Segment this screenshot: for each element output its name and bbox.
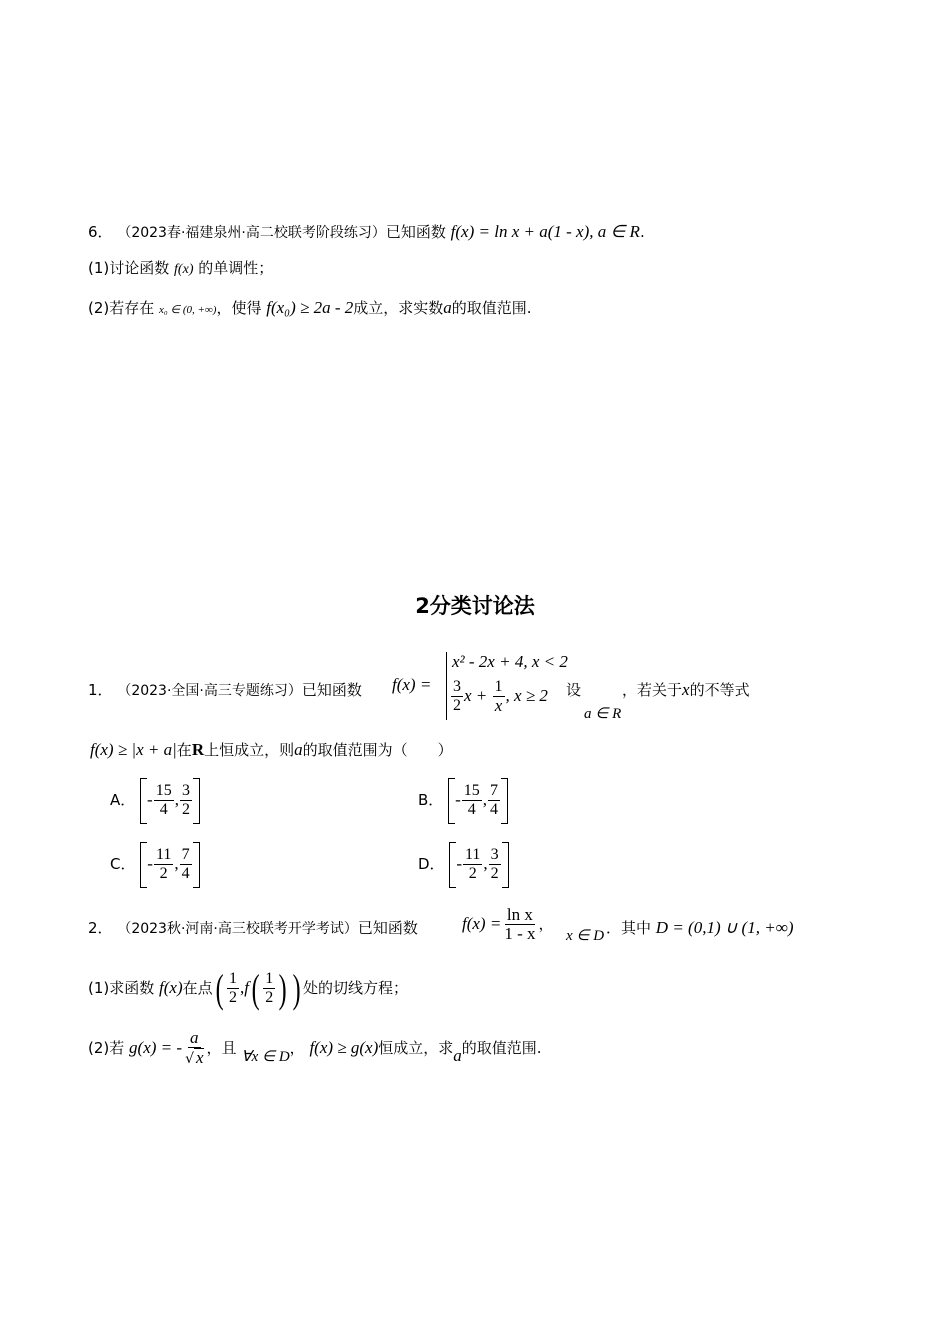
- choice-c-n2: 7: [181, 846, 190, 863]
- choice-b-n2: 7: [490, 782, 498, 799]
- q6-part1-fx: f(x): [174, 262, 194, 277]
- q6-part1-text-b: 的单调性；: [198, 259, 274, 277]
- choice-d-d1: 2: [468, 865, 477, 882]
- s1-set-cond: a ∈ R: [584, 706, 622, 722]
- s1-case1: x² - 2x + 4, x < 2: [452, 652, 568, 671]
- q6-formula: f(x) = ln x + a(1 - x), a ∈ R: [450, 222, 640, 241]
- choice-a-label: A．: [110, 791, 136, 809]
- s1-after: [622, 680, 750, 700]
- s2-comma: ，: [538, 915, 554, 933]
- q6-part2-text-b: ，使得: [216, 299, 262, 317]
- s1-stem: [88, 680, 362, 701]
- s2-point-f: f: [244, 978, 249, 997]
- s2-domain-def: D = (0,1) ∪ (1, +∞): [655, 918, 794, 937]
- choice-c-n1: 11: [155, 846, 172, 863]
- choice-b[interactable]: B． - $\frac{15}{4}$ , $\frac{7}{4}$: [418, 776, 508, 824]
- q6-part2-ineq: f(x₀) ≥ 2a - 2: [266, 298, 354, 317]
- s2-f-den: 1 - x: [504, 924, 536, 943]
- s2-part1-text-b: 在点: [182, 979, 213, 997]
- choice-b-d2: 4: [490, 801, 498, 818]
- choice-d[interactable]: D． - $\frac{11}{2}$ , $\frac{3}{2}$: [418, 840, 509, 888]
- s1-lhs: f(x) =: [392, 675, 432, 694]
- s2-part2-var: a: [453, 1046, 462, 1065]
- q6-part2: [88, 298, 532, 320]
- choice-a-n1: 15: [155, 782, 172, 799]
- s2-f-lhs: f(x) =: [462, 914, 502, 933]
- choice-d-d2: 2: [490, 865, 499, 882]
- s1-case2-cond: , x ≥ 2: [505, 686, 548, 705]
- s2-domain-cond: x ∈ D: [566, 928, 605, 944]
- s2-part2-text-b: ，且: [206, 1039, 237, 1057]
- q6-part2-text-c: 成立，求实数: [353, 299, 444, 317]
- s1-after-text: ，若关于: [622, 681, 683, 699]
- s2-part2: (2)若 g(x) = - $\frac{a}{√ x}$ ，且 ∀x ∈ D， f(x) ≥ g(x)恒成立，求a的取值范围.: [88, 1028, 542, 1067]
- s1-case2-tail: x +: [464, 686, 492, 705]
- s2-stem: [88, 918, 418, 939]
- s2-part1-text-a: 求函数: [109, 979, 155, 997]
- s2-part2-text-c: ，: [289, 1039, 305, 1057]
- s1-case2-frac2: $\frac{1}{x}$: [494, 678, 503, 715]
- s1-line2-var: a: [294, 740, 303, 759]
- s2-f-def: [462, 904, 554, 944]
- choice-d-n1: 11: [465, 846, 481, 863]
- s1-line2-text-a: 在: [176, 741, 192, 759]
- s1-line2-text-b: 上恒成立，则: [204, 741, 295, 759]
- s1-number: 1．: [88, 681, 113, 699]
- s2-ineq2: f(x) ≥ g(x): [309, 1038, 379, 1057]
- q6-source: （2023春·福建泉州·高二校联考阶段练习）: [117, 225, 386, 241]
- q6-part2-text-d: 的取值范围.: [451, 299, 532, 317]
- s2-g-lhs: g(x) = -: [129, 1038, 183, 1057]
- s1-case2: [450, 678, 548, 715]
- s2-g-den: x: [195, 1048, 204, 1067]
- q6-part2-var: a: [443, 298, 452, 317]
- s1-x-var: x: [682, 680, 690, 699]
- choice-d-label: D．: [418, 855, 445, 873]
- s2-g-num: a: [190, 1028, 199, 1047]
- s1-line2-text-c: 的取值范围为（ ）: [302, 741, 453, 759]
- choice-b-n1: 15: [463, 782, 480, 799]
- choice-c[interactable]: C． - $\frac{11}{2}$ , $\frac{7}{4}$: [110, 840, 200, 888]
- q6-part1-text-a: 讨论函数: [109, 259, 170, 277]
- s2-part1-text-c: 处的切线方程；: [302, 979, 408, 997]
- choice-a-d2: 2: [181, 801, 190, 818]
- s2-part1-label: (1): [88, 979, 110, 997]
- choice-c-label: C．: [110, 855, 136, 873]
- s1-line2-R: R: [191, 740, 205, 759]
- q6-part2-label: (2): [88, 299, 110, 317]
- choice-a-n2: 3: [181, 782, 190, 799]
- s2-source: （2023秋·河南·高三校联考开学考试）: [117, 921, 358, 937]
- s1-after-text2: 的不等式: [689, 681, 750, 699]
- s2-part2-text-d: 恒成立，求: [378, 1039, 454, 1057]
- s2-part1: (1)求函数 f(x)在点( $\frac{1}{2}$ ,f( $\frac{1}{2}$ ) ) 处的切线方程；: [88, 965, 408, 1011]
- q6-number: 6．: [88, 223, 113, 241]
- q6-part2-text-a: 若存在: [109, 299, 155, 317]
- s2-f-num: ln x: [506, 905, 533, 924]
- s1-stem-text: 已知函数: [301, 681, 362, 699]
- q6-stem: [88, 222, 645, 243]
- s1-source: （2023·全国·高三专题练习）: [117, 683, 302, 699]
- s2-stem-text: 已知函数: [357, 919, 418, 937]
- choice-d-n2: 3: [490, 846, 499, 863]
- q6-period: .: [639, 223, 645, 241]
- s2-stem-text2: ．其中: [606, 919, 652, 937]
- choice-c-d1: 2: [159, 865, 168, 882]
- choice-a-d1: 4: [159, 801, 168, 818]
- s1-set-text: 设: [566, 681, 582, 699]
- s2-part1-fx: f(x): [159, 978, 183, 997]
- choice-b-label: B．: [418, 791, 444, 809]
- s1-case2-frac1: $\frac{3}{2}$: [453, 678, 461, 714]
- choice-c-d2: 4: [181, 865, 190, 882]
- s1-piecewise-brace: [446, 652, 447, 720]
- s2-number: 2．: [88, 919, 113, 937]
- s2-forall: ∀x ∈ D: [241, 1049, 290, 1065]
- s2-part2-text-e: 的取值范围.: [461, 1039, 542, 1057]
- s2-stem2: [606, 918, 793, 938]
- choice-a[interactable]: A． - $\frac{15}{4}$ , $\frac{3}{2}$: [110, 776, 200, 824]
- choice-b-d1: 4: [467, 801, 476, 818]
- q6-part1-label: (1): [88, 259, 110, 277]
- s2-part2-text-a: 若: [109, 1039, 125, 1057]
- q6-part1: [88, 258, 273, 280]
- s2-part2-label: (2): [88, 1039, 110, 1057]
- s1-line2: [90, 740, 453, 760]
- q6-part2-cond: x₀ ∈ (0, +∞): [159, 304, 217, 316]
- q6-stem-text: 已知函数: [385, 223, 446, 241]
- s1-ineq: f(x) ≥ |x + a|: [90, 740, 177, 759]
- section-title: 2分类讨论法: [415, 594, 535, 618]
